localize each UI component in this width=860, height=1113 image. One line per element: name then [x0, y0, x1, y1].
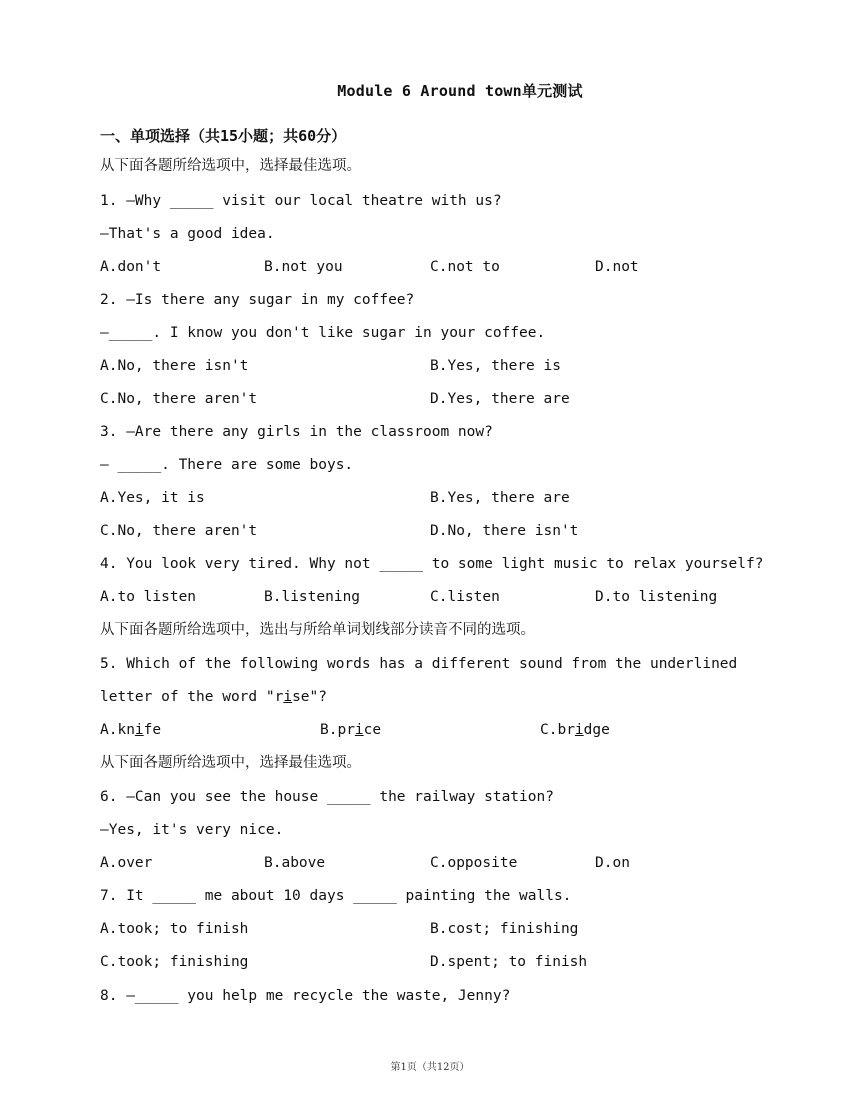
instruction-text-2: 从下面各题所给选项中，选择最佳选项。 [100, 755, 361, 771]
q3-option-a: A.Yes, it is [100, 490, 205, 506]
q4-option-a: A.to listen [100, 589, 197, 605]
page-footer: 第1页（共12页） [390, 1062, 470, 1073]
q7-option-c: C.took; finishing [100, 954, 249, 970]
page-title: Module 6 Around town单元测试 [337, 82, 583, 100]
underlined-letter: i [283, 689, 293, 705]
q4-option-d: D.to listening [595, 589, 718, 605]
q6-option-c: C.opposite [430, 855, 518, 871]
q7-option-d: D.spent; to finish [430, 954, 588, 970]
q3-option-b: B.Yes, there are [430, 490, 570, 506]
question-5-stem: 5. Which of the following words has a different sound from the underlined [100, 656, 738, 672]
q2-option-c: C.No, there aren't [100, 391, 258, 407]
instruction-text: 从下面各题所给选项中，选择最佳选项。 [100, 158, 361, 174]
q2-option-b: B.Yes, there is [430, 358, 561, 374]
question-1-reply: —That's a good idea. [100, 226, 275, 242]
question-3-reply: — _____. There are some boys. [100, 457, 354, 473]
q3-option-c: C.No, there aren't [100, 523, 258, 539]
question-5-stem-cont: letter of the word "rise"? [100, 689, 327, 705]
q2-option-a: A.No, there isn't [100, 358, 249, 374]
question-4-stem: 4. You look very tired. Why not _____ to some light music to relax yourself? [100, 556, 764, 572]
q6-option-b: B.above [264, 855, 326, 871]
question-7-stem: 7. It _____ me about 10 days _____ painting the walls. [100, 888, 572, 904]
q1-option-b: B.not you [264, 259, 343, 275]
q7-option-b: B.cost; finishing [430, 921, 579, 937]
question-8-stem: 8. —_____ you help me recycle the waste, Jenny? [100, 988, 511, 1004]
question-3-stem: 3. —Are there any girls in the classroom now? [100, 424, 493, 440]
q1-option-a: A.don't [100, 259, 162, 275]
question-1-stem: 1. —Why _____ visit our local theatre with us? [100, 193, 502, 209]
question-2-reply: —_____. I know you don't like sugar in your coffee. [100, 325, 546, 341]
q1-option-c: C.not to [430, 259, 500, 275]
question-2-stem: 2. —Is there any sugar in my coffee? [100, 292, 415, 308]
section-heading: 一、单项选择（共15小题；共60分） [100, 127, 347, 145]
question-6-stem: 6. —Can you see the house _____ the railway station? [100, 789, 554, 805]
q5-option-b: B.price [320, 722, 382, 738]
instruction-text-pronunciation: 从下面各题所给选项中，选出与所给单词划线部分读音不同的选项。 [100, 622, 535, 638]
q5-option-c: C.bridge [540, 722, 610, 738]
q4-option-b: B.listening [264, 589, 361, 605]
q4-option-c: C.listen [430, 589, 500, 605]
q2-option-d: D.Yes, there are [430, 391, 570, 407]
q6-option-a: A.over [100, 855, 153, 871]
question-6-reply: —Yes, it's very nice. [100, 822, 284, 838]
q6-option-d: D.on [595, 855, 630, 871]
q3-option-d: D.No, there isn't [430, 523, 579, 539]
q5-option-a: A.knife [100, 722, 162, 738]
q7-option-a: A.took; to finish [100, 921, 249, 937]
q1-option-d: D.not [595, 259, 639, 275]
